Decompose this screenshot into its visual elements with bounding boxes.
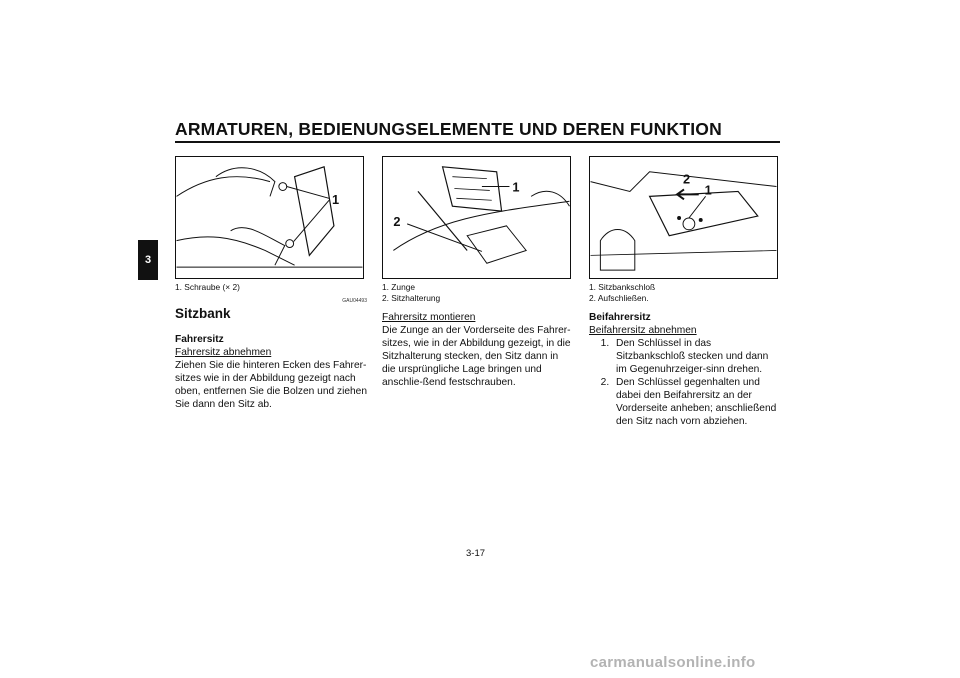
subheading-install-driver-seat: Fahrersitz montieren <box>382 312 476 323</box>
subhead-driver-seat: Fahrersitz <box>175 333 224 345</box>
subhead-passenger-seat: Beifahrersitz <box>589 312 651 323</box>
figure-2-caption-1: 1. Zunge <box>382 282 416 292</box>
figure-2-callout-2: 2 <box>393 213 401 229</box>
watermark: carmanualsonline.info <box>590 654 756 671</box>
subheading-remove-passenger-seat: Beifahrersitz abnehmen <box>589 325 697 336</box>
figure-2-illustration <box>383 157 570 278</box>
subheading-remove-driver-seat: Fahrersitz abnehmen <box>175 346 272 358</box>
figure-3-callout-1: 1 <box>704 182 712 198</box>
step-item: 2. Den Schlüssel gegenhalten und dabei den Beifahrersitz an der Vorderseite anheben; anschließend den Sitz nach vorn abziehen. <box>612 376 781 428</box>
figure-3-illustration <box>590 157 777 278</box>
figure-3-caption-2: 2. Aufschließen. <box>589 292 649 303</box>
chapter-tab: 3 <box>138 240 158 280</box>
figure-2-callout-1: 1 <box>512 179 520 195</box>
column-driver-seat-install <box>382 282 574 389</box>
figure-seat-lock <box>589 156 778 279</box>
page-title: ARMATUREN, BEDIENUNGSELEMENTE UND DEREN FUNKTION <box>175 119 722 139</box>
page-number: 3-17 <box>466 548 486 559</box>
reference-code: GAU04493 <box>342 297 367 304</box>
figure-3-callout-2: 2 <box>683 171 691 187</box>
paragraph-install-driver-seat: Die Zunge an der Vorderseite des Fahrer-sitzes, wie in der Abbildung gezeigt, in die Sitzhalterung stecken, den Sitz dann in die ursprüngliche Lage bringen und anschlie-ßend festschrauben. <box>382 325 571 388</box>
section-title: Sitzbank <box>175 305 231 321</box>
figure-2-caption-2: 2. Sitzhalterung <box>382 292 441 303</box>
figure-driver-seat-bolts <box>175 156 364 279</box>
passenger-seat-steps <box>589 337 781 428</box>
figure-1-callout-1: 1 <box>331 192 340 208</box>
paragraph-remove-driver-seat: Ziehen Sie die hinteren Ecken des Fahrer-sitzes wie in der Abbildung gezeigt nach oben, entfernen Sie die Bolzen und ziehen Sie dann den Sitz ab. <box>175 359 368 410</box>
column-passenger-seat <box>589 282 781 428</box>
figure-seat-tongue-holder <box>382 156 571 279</box>
column-driver-seat-removal <box>175 282 367 411</box>
figure-1-illustration <box>176 157 363 278</box>
title-rule <box>175 141 780 143</box>
figure-3-caption-1: 1. Sitzbankschloß <box>589 282 656 292</box>
step-item: 1. Den Schlüssel in das Sitzbankschloß stecken und dann im Gegenuhrzeiger-sinn drehen. <box>612 337 781 376</box>
figure-1-caption: 1. Schraube (× 2) <box>175 282 240 292</box>
